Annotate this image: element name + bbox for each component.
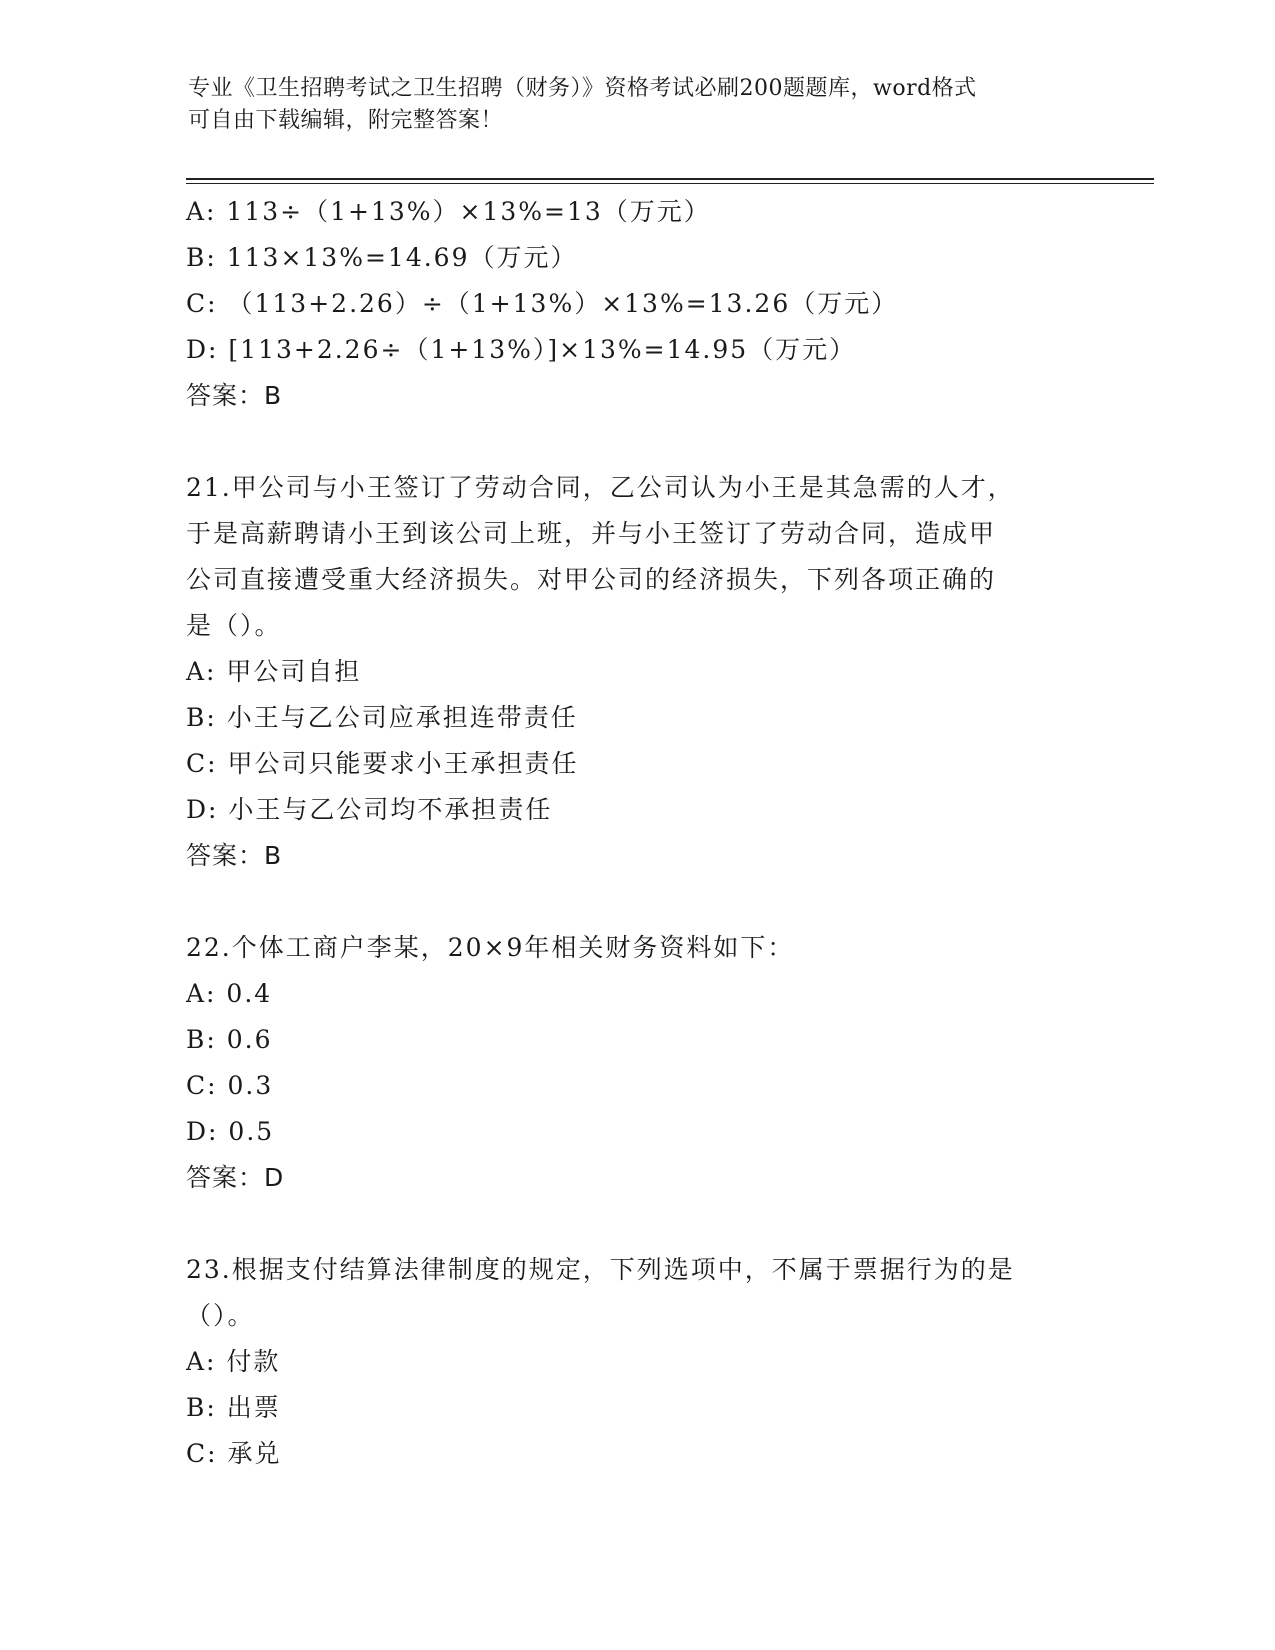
document-header	[188, 73, 1088, 137]
question-stem-line: 21.甲公司与小王签订了劳动合同，乙公司认为小王是其急需的人才，	[186, 473, 1015, 502]
question-stem-line: 于是高薪聘请小王到该公司上班，并与小王签订了劳动合同，造成甲	[186, 519, 997, 548]
answer: 答案：B	[186, 841, 283, 870]
option-a: A: 0.4	[186, 979, 273, 1008]
spacer	[186, 879, 1086, 925]
question-stem-line: 公司直接遭受重大经济损失。对甲公司的经济损失，下列各项正确的	[186, 565, 997, 594]
option-d: D: [113+2.26÷（1+13%）]×13%=14.95（万元）	[186, 335, 857, 364]
header-divider-thick	[186, 178, 1154, 180]
option-c: C: （113+2.26）÷（1+13%）×13%=13.26（万元）	[186, 289, 899, 318]
option-b: B: 小王与乙公司应承担连带责任	[186, 703, 578, 732]
question-stem-line: 22.个体工商户李某，20×9年相关财务资料如下：	[186, 933, 795, 962]
header-title-line-1: 专业《卫生招聘考试之卫生招聘（财务）》资格考试必刷200题题库，word格式	[188, 76, 977, 101]
option-a: A: 113÷（1+13%）×13%=13（万元）	[186, 197, 711, 226]
header-title-line-2: 可自由下载编辑，附完整答案！	[188, 108, 504, 133]
option-b: B: 0.6	[186, 1025, 273, 1054]
question-20	[186, 189, 1086, 419]
header-divider-thin	[186, 183, 1154, 184]
question-23	[186, 1247, 1086, 1477]
question-stem-line: （）。	[186, 1301, 255, 1330]
option-c: C: 承兑	[186, 1439, 282, 1468]
option-a: A: 甲公司自担	[186, 657, 362, 686]
option-b: B: 113×13%=14.69（万元）	[186, 243, 578, 272]
question-22	[186, 925, 1086, 1201]
question-content	[186, 189, 1086, 1477]
question-stem-line: 23.根据支付结算法律制度的规定，下列选项中，不属于票据行为的是	[186, 1255, 1015, 1284]
option-a: A: 付款	[186, 1347, 281, 1376]
option-c: C: 0.3	[186, 1071, 274, 1100]
answer: 答案：B	[186, 381, 283, 410]
question-stem-line: 是（）。	[186, 611, 282, 640]
option-c: C: 甲公司只能要求小王承担责任	[186, 749, 579, 778]
question-21	[186, 465, 1086, 879]
answer: 答案：D	[186, 1163, 285, 1192]
option-d: D: 0.5	[186, 1117, 275, 1146]
option-b: B: 出票	[186, 1393, 281, 1422]
option-d: D: 小王与乙公司均不承担责任	[186, 795, 553, 824]
spacer	[186, 419, 1086, 465]
spacer	[186, 1201, 1086, 1247]
